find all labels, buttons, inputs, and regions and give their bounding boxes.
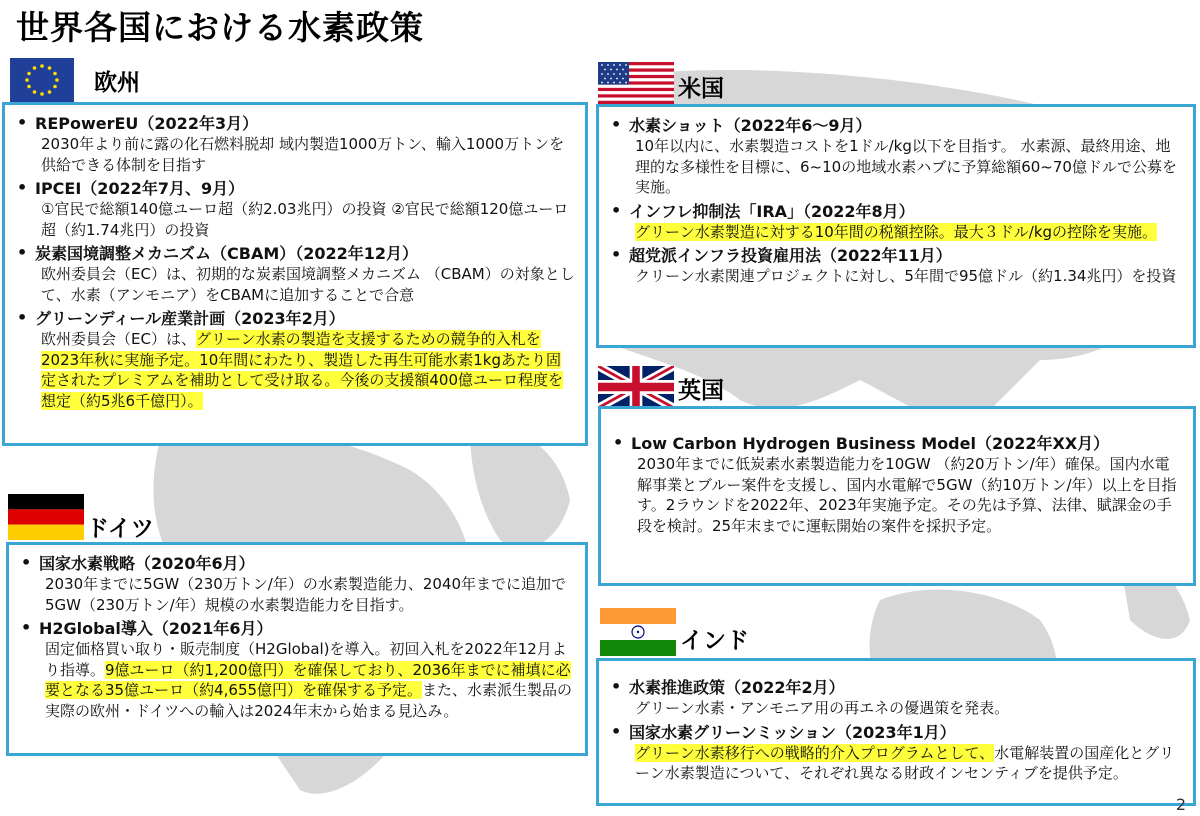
policy-text: 欧州委員会（EC）は、 — [41, 330, 196, 348]
usa-flag-icon — [598, 62, 674, 104]
list-item — [21, 618, 575, 721]
bullet-icon: • — [611, 200, 622, 220]
region-label-germany: ドイツ — [86, 516, 154, 542]
list-item — [17, 178, 575, 240]
list-item — [611, 677, 1183, 719]
bullet-icon: • — [611, 245, 622, 264]
policy-title: H2Global導入（2021年6月） — [39, 619, 273, 638]
policy-body — [629, 743, 1183, 784]
policy-title: 国家水素戦略（2020年6月） — [39, 554, 255, 573]
policy-text: また、水素派生製品の実際の欧州・ドイツへの輸入は2024年末から始まる見込み。 — [45, 681, 573, 720]
policy-text: 固定価格買い取り・販売制度（H2Global)を導入。初回入札を2022年12月より指導。 — [45, 640, 567, 679]
india-policy-box — [596, 658, 1196, 806]
policy-body — [629, 222, 1183, 243]
policy-body — [35, 264, 575, 305]
bullet-icon: • — [21, 618, 32, 637]
bullet-icon: • — [21, 553, 32, 572]
region-label-eu: 欧州 — [94, 70, 140, 96]
list-item — [611, 722, 1183, 784]
policy-body — [629, 136, 1183, 198]
policy-body — [35, 329, 575, 411]
policy-title: 超党派インフラ投資雇用法（2022年11月） — [629, 246, 952, 265]
bullet-icon: • — [17, 113, 28, 132]
policy-title: Low Carbon Hydrogen Business Model（2022年XX月） — [631, 434, 1110, 453]
region-label-usa: 米国 — [678, 76, 724, 102]
policy-body — [35, 199, 575, 240]
uk-flag-icon — [598, 366, 674, 408]
policy-text: 2030年より前に露の化石燃料脱却 域内製造1000万トン、輸入1000万トンを供給できる体制を目指す — [41, 135, 565, 174]
list-item — [611, 115, 1183, 198]
policy-title: REPowerEU（2022年3月） — [35, 114, 259, 133]
policy-body — [631, 454, 1183, 536]
policy-title: インフレ抑制法「IRA」（2022年8月） — [629, 201, 915, 221]
page-number: 2 — [1175, 795, 1186, 814]
bullet-icon: • — [17, 178, 28, 197]
policy-text: ①官民で総額140億ユーロ超（約2.03兆円）の投資 ②官民で総額120億ユーロ超（約1.74兆円）の投資 — [41, 200, 569, 239]
highlighted-text: グリーン水素の製造を支援するための競争的入札を2023年秋に実施予定。10年間にわたり、製造した再生可能水素1kgあたり固定されたプレミアムを補助として受け取る。今後の支援額400億ユーロ程度を想定（約5兆6千億円）。 — [41, 330, 563, 410]
eu-flag-icon — [10, 58, 74, 102]
policy-title: 国家水素グリーンミッション（2023年1月） — [629, 722, 956, 742]
highlighted-text: グリーン水素製造に対する10年間の税額控除。最大３ドル/kgの控除を実施。 — [635, 222, 1158, 241]
usa-policy-box — [596, 104, 1196, 348]
policy-title: IPCEI（2022年7月、9月） — [35, 179, 245, 198]
bullet-icon: • — [17, 308, 28, 327]
bullet-icon: • — [611, 677, 622, 696]
list-item — [611, 201, 1183, 243]
policy-title: 水素推進政策（2022年2月） — [629, 678, 845, 697]
page-title: 世界各国における水素政策 — [16, 8, 424, 47]
policy-text: 水電解装置の国産化とグリーン水素製造について、それぞれ異なる財政インセンティブを提供予定。 — [635, 743, 1175, 782]
list-item — [611, 245, 1183, 287]
policy-title: 水素ショット（2022年6～9月） — [629, 116, 872, 135]
germany-policy-box — [6, 542, 588, 756]
policy-body — [629, 266, 1183, 287]
policy-text: 2030年までに低炭素水素製造能力を10GW （約20万トン/年）確保。国内水電解事業とブルー案件を支援し、国内水電解で5GW（約10万トン/年）以上を目指す。2ラウンドを2022年、2023年実施予定。その先は予算、法律、賦課金の手段を検討。25年末までに運転開始の案件を採択予定。 — [637, 455, 1177, 535]
policy-text: クリーン水素関連プロジェクトに対し、5年間で95億ドル（約1.34兆円）を投資 — [635, 267, 1177, 285]
eu-policy-box — [2, 102, 588, 446]
bullet-icon: • — [17, 243, 28, 262]
list-item — [17, 113, 575, 175]
policy-title: 炭素国境調整メカニズム（CBAM）（2022年12月） — [35, 244, 419, 263]
india-flag-icon — [600, 608, 676, 656]
list-item — [17, 308, 575, 411]
bullet-icon: • — [611, 721, 622, 741]
bullet-icon: • — [611, 115, 622, 134]
policy-text: 2030年までに5GW（230万トン/年）の水素製造能力、2040年までに追加で5GW（230万トン/年）規模の水素製造能力を目指す。 — [45, 575, 567, 614]
policy-title: グリーンディール産業計画（2023年2月） — [35, 309, 345, 328]
policy-body — [35, 134, 575, 175]
policy-text: 10年以内に、水素製造コストを1ドル/kg以下を目指す。 水素源、最終用途、地理的な多様性を目標に、6~10の地域水素ハブに予算総額60~70億ドルで公募を実施。 — [635, 137, 1177, 196]
policy-body — [39, 639, 575, 721]
region-label-uk: 英国 — [678, 378, 724, 404]
list-item — [21, 553, 575, 615]
list-item — [17, 243, 575, 305]
bullet-icon: • — [613, 433, 624, 452]
highlighted-text: グリーン水素移行への戦略的介入プログラムとして、 — [635, 743, 995, 762]
uk-policy-box — [598, 406, 1196, 586]
highlighted-text: 9億ユーロ（約1,200億円）を確保しており、2036年までに補填に必要となる35億ユーロ（約4,655億円）を確保する予定。 — [45, 660, 571, 699]
policy-body — [39, 574, 575, 615]
policy-text: 欧州委員会（EC）は、初期的な炭素国境調整メカニズム （CBAM）の対象として、水素（アンモニア）をCBAMに追加することで合意 — [41, 265, 575, 304]
germany-flag-icon — [8, 494, 84, 540]
policy-body — [629, 698, 1183, 719]
region-label-india: インド — [680, 628, 749, 654]
list-item — [613, 433, 1183, 536]
policy-text: グリーン水素・アンモニア用の再エネの優遇策を発表。 — [635, 699, 1010, 717]
